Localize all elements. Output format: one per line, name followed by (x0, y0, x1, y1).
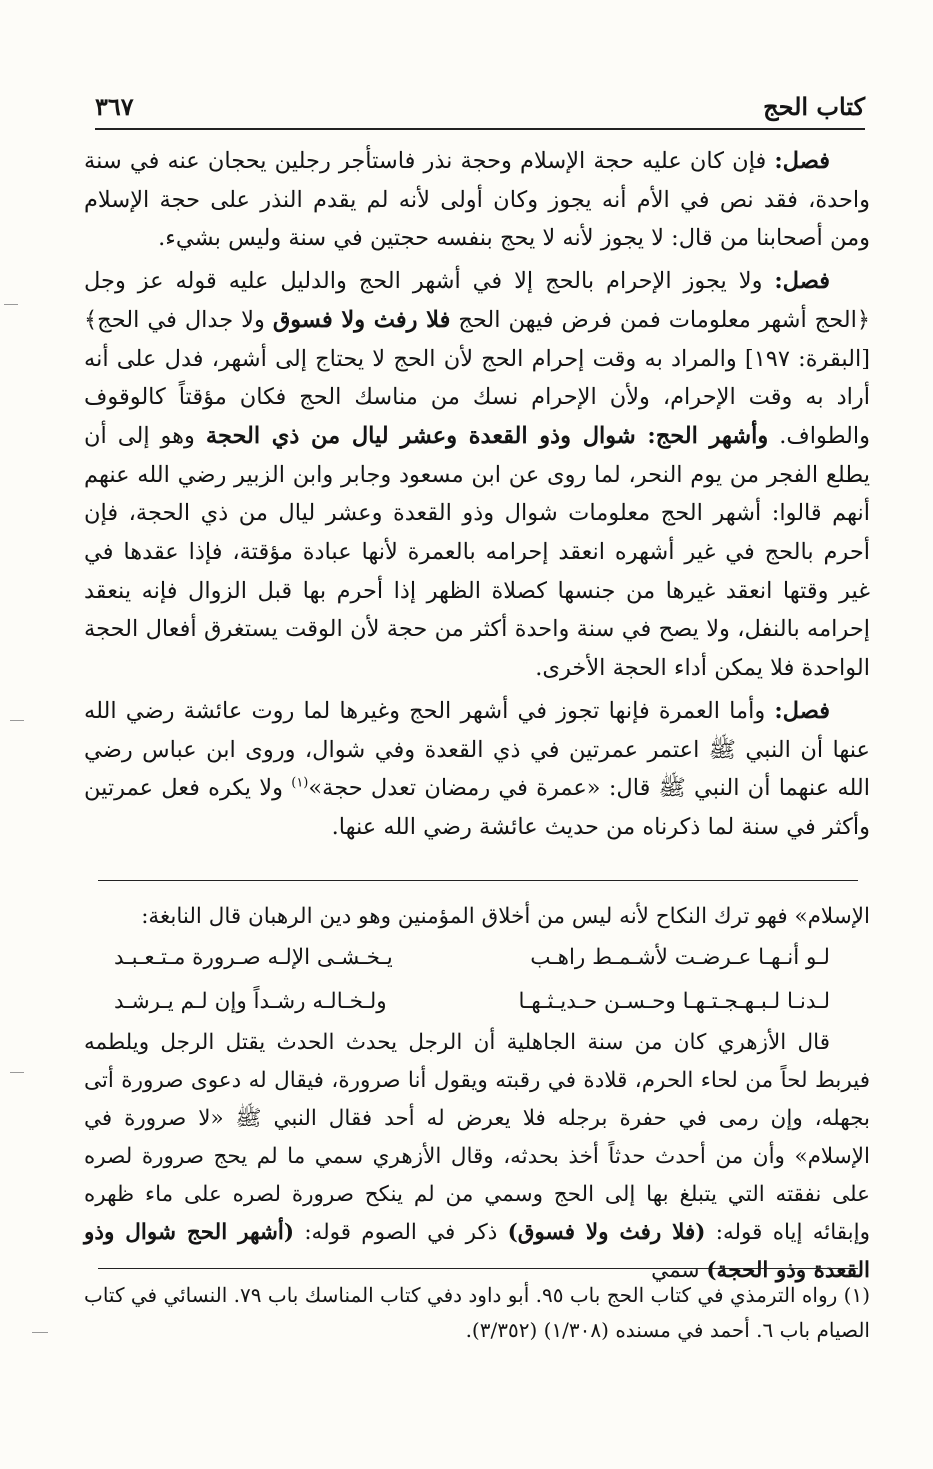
margin-mark (10, 720, 24, 721)
footnote-rule (98, 1268, 858, 1269)
paragraph-text: ولا يجوز الإحرام بالحج إلا في أشهر الحج والدليل عليه قوله عز وجل (84, 268, 763, 295)
commentary-notes (84, 898, 870, 1290)
paragraph-text: ولا يكره فعل عمرتين وأكثر في سنة لما ذكرناه من حديث عائشة رضي الله عنها. (84, 775, 870, 840)
section-label: فصل: (774, 148, 830, 174)
poem-line-2 (84, 980, 870, 1024)
margin-mark (10, 1072, 24, 1073)
section-label: فصل: (774, 697, 830, 724)
paragraph-text: وأما العمرة فإنها تجوز في أشهر الحج وغيرها لما روت عائشة رضي الله عنها أن النبي ﷺ اعتمر عمرتين في ذي القعدة وفي شوال، وروى ابن عباس رضي الله عنهما أن النبي ﷺ قال: «عمرة في رمضان تعدل حجة» (84, 697, 871, 802)
main-text (84, 142, 870, 851)
footnote-1: (١) رواه الترمذي في كتاب الحج باب ٩٥. أبو داود دفي كتاب المناسك باب ٧٩. النسائي في كتاب الصيام باب ٦. أحمد في مسنده (١/٣٠٨) (٣/٣٥٢). (84, 1283, 870, 1342)
paragraph-2 (84, 262, 870, 688)
hemistich: يـخـشـى الإلـه صـرورة مـتـعـبـد (114, 945, 393, 970)
hemistich: ولـخـالـه رشـداً وإن لـم يـرشـد (114, 989, 387, 1014)
notes-intro: الإسلام» فهو ترك النكاح لأنه ليس من أخلاق المؤمنين وهو دين الرهبان قال النابغة: (141, 904, 870, 929)
paragraph-1 (84, 142, 870, 258)
paragraph-text: [البقرة: ١٩٧] والمراد به وقت إحرام الحج لأن الحج لا يحتاج إلى أشهر، فدل على أنه أراد به وقت الإحرام، ولأن الإحرام نسك من مناسك الحج فكان مؤقتاً كالوقوف والطواف. (84, 345, 871, 449)
notes-text: سمي (651, 1258, 700, 1283)
quran-verse: ﴿الحج أشهر معلومات فمن فرض فيهن الحج (458, 306, 871, 333)
separator-rule (98, 880, 858, 881)
section-label: فصل: (774, 268, 830, 295)
footnote-reference[interactable]: (١) (291, 775, 309, 791)
page-header (95, 88, 865, 130)
paragraph-text: وهو إلى أن يطلع الفجر من يوم النحر، لما روى عن ابن مسعود وجابر وابن الزبير رضي الله عنهم أنهم قالوا: أشهر الحج معلومات شوال وذو القعدة وعشر ليال من ذي الحجة، فإن أحرم بالحج في غير أشهره انعقد إحرامه بالعمرة لأنها عبادة مؤقتة، فإذا عقدها في غير وقتها انعقد غيرها من جنسها كصلاة الظهر إذا أحرم بها قبل الزوال فإنه ينعقد إحرامه بالنفل، ولا يصح في سنة واحدة أكثر من حجة لأن الوقت يستغرق أفعال الحجة الواحدة فلا يمكن أداء الحجة الأخرى. (84, 422, 870, 682)
quran-verse: ولا جدال في الحج﴾ (84, 306, 265, 333)
notes-paragraph (84, 1024, 870, 1290)
poem-line-1 (84, 936, 870, 980)
margin-mark (32, 1332, 48, 1333)
bold-phrase: وأشهر الحج: شوال وذو القعدة وعشر ليال من ذي الحجة (205, 422, 769, 449)
notes-text: ذكر في الصوم قوله: (304, 1220, 498, 1245)
page-number: ٣٦٧ (95, 92, 134, 121)
bold-phrase: (أشهر الحج شوال وذو القعدة وذو الحجة) (84, 1220, 870, 1283)
running-title: كتاب الحج (763, 92, 865, 121)
paragraph-text: فإن كان عليه حجة الإسلام وحجة نذر فاستأجر رجلين يحجان عنه في سنة واحدة، فقد نص في الأم أنه يجوز وكان أولى لأنه لم يقدم النذر على حجة الإسلام ومن أصحابنا من قال: لا يجوز لأنه لا يحج بنفسه حجتين في سنة وليس بشيء. (84, 148, 870, 252)
quran-verse-bold: فلا رفث ولا فسوق (272, 306, 451, 333)
margin-mark (4, 304, 18, 305)
bold-phrase: (فلا رفث ولا فسوق) (507, 1220, 706, 1245)
hemistich: لـو أنـهـا عـرضـت لأشـمـط راهـب (530, 945, 830, 970)
hemistich: لـدنـا لـبـهـجـتـهـا وحـسـن حـديـثـهـا (518, 989, 830, 1014)
notes-text: قال الأزهري كان من سنة الجاهلية أن الرجل يحدث الحدث يقتل الرجل ويلطمه فيربط لحاً من لحاء الحرم، قلادة في رقبته ويقول أنا صرورة، فيقال له دعوى صرورة أتى بجهله، وإن رمى في حفرة برجله فلا يعرض له أحد فقال النبي ﷺ «لا صرورة في الإسلام» وأن من أحدث حدثاً أخذ بحدثه، وقال الأزهري سمي ما لم يحج صرورة لصره على نفقته التي يتبلغ بها إلى الحج وسمي من لم ينكح صرورة لصره على ماء ظهره وإبقائه إياه قوله: (84, 1030, 871, 1245)
paragraph-3 (84, 692, 870, 847)
footnotes (84, 1278, 870, 1348)
